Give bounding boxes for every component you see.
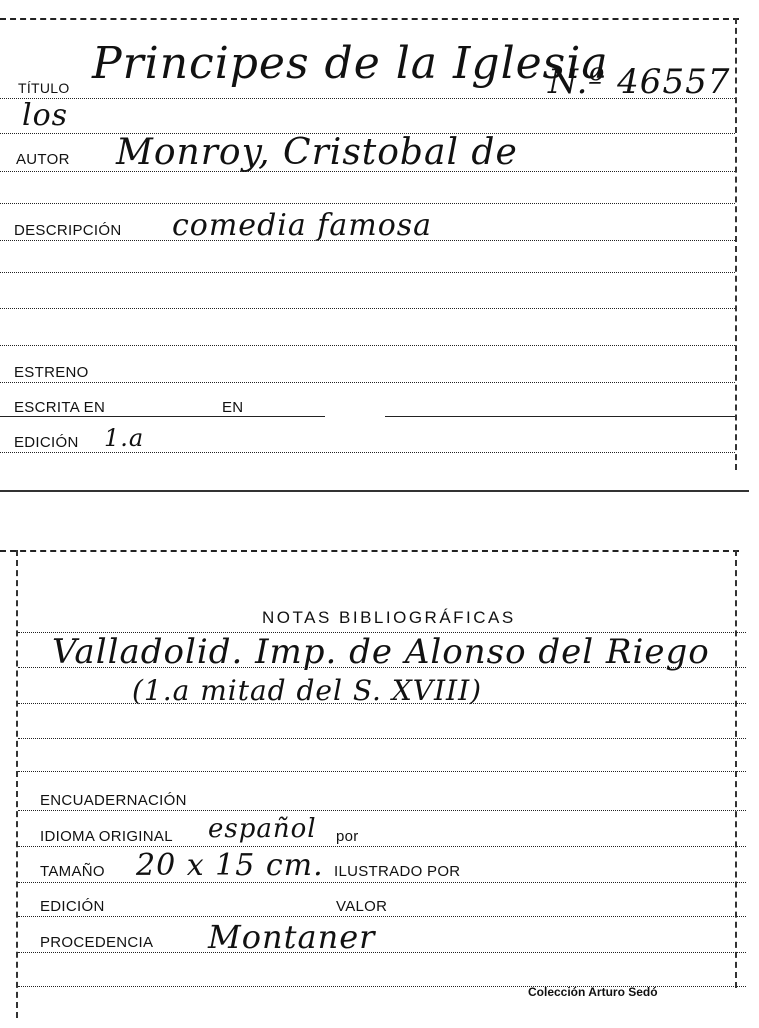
- escrita-label: ESCRITA EN: [14, 399, 106, 416]
- autor-label: AUTOR: [16, 151, 70, 168]
- card-number: N.º 46557: [548, 62, 731, 102]
- note-line-1: Valladolid. Imp. de Alonso del Riego: [52, 632, 710, 672]
- encuadernacion-label: ENCUADERNACIÓN: [40, 792, 187, 809]
- blank-rule: [0, 308, 735, 309]
- note-line-2: (1.a mitad del S. XVIII): [132, 674, 483, 707]
- notas-rule: [18, 703, 746, 704]
- blank-rule: [0, 272, 735, 273]
- en-rule: [385, 416, 735, 417]
- titulo-value-2: los: [22, 98, 69, 133]
- procedencia-value: Montaner: [208, 918, 376, 956]
- escrita-rule: [0, 416, 325, 417]
- estreno-label: ESTRENO: [14, 364, 89, 381]
- autor-value: Monroy, Cristobal de: [116, 132, 518, 173]
- encuadernacion-rule: [18, 810, 746, 811]
- ilustrado-label: ILUSTRADO POR: [334, 863, 461, 880]
- titulo-label: TÍTULO: [18, 80, 70, 96]
- edicion-label-2: EDICIÓN: [40, 898, 105, 915]
- card-edge: [0, 490, 749, 492]
- descripcion-rule: [0, 240, 735, 241]
- edicion-rule-2: [18, 916, 746, 917]
- autor-rule: [0, 171, 735, 172]
- tamano-value: 20 x 15 cm.: [136, 848, 324, 883]
- idioma-label: IDIOMA ORIGINAL: [40, 828, 173, 845]
- idioma-value: español: [208, 814, 317, 844]
- procedencia-label: PROCEDENCIA: [40, 934, 154, 951]
- estreno-rule: [0, 382, 735, 383]
- en-label: EN: [222, 399, 244, 416]
- titulo-rule: [0, 98, 735, 99]
- idioma-rule: [18, 846, 746, 847]
- tamano-label: TAMAÑO: [40, 863, 105, 880]
- notas-rule: [18, 738, 746, 739]
- notas-rule: [18, 667, 746, 668]
- card-edge: [0, 550, 739, 552]
- titulo-value: Principes de la Iglesia: [92, 38, 609, 89]
- blank-rule: [0, 203, 735, 204]
- notas-heading: NOTAS BIBLIOGRÁFICAS: [262, 608, 516, 627]
- catalog-card-bottom: [0, 540, 759, 1028]
- notas-rule: [18, 771, 746, 772]
- card-edge: [0, 18, 739, 20]
- tamano-rule: [18, 882, 746, 883]
- card-edge: [735, 18, 737, 470]
- card-edge: [16, 550, 18, 1018]
- descripcion-value: comedia famosa: [172, 208, 433, 243]
- catalog-card-top: [0, 0, 759, 500]
- edicion-rule: [0, 452, 735, 453]
- procedencia-rule: [18, 952, 746, 953]
- valor-label: VALOR: [336, 898, 388, 915]
- por-label: por: [336, 828, 359, 845]
- edicion-label: EDICIÓN: [14, 434, 79, 451]
- blank-rule: [0, 345, 735, 346]
- descripcion-label: DESCRIPCIÓN: [14, 222, 122, 239]
- card-edge: [735, 550, 737, 988]
- edicion-value: 1.a: [104, 424, 145, 452]
- collection-credit: Colección Arturo Sedó: [528, 985, 658, 999]
